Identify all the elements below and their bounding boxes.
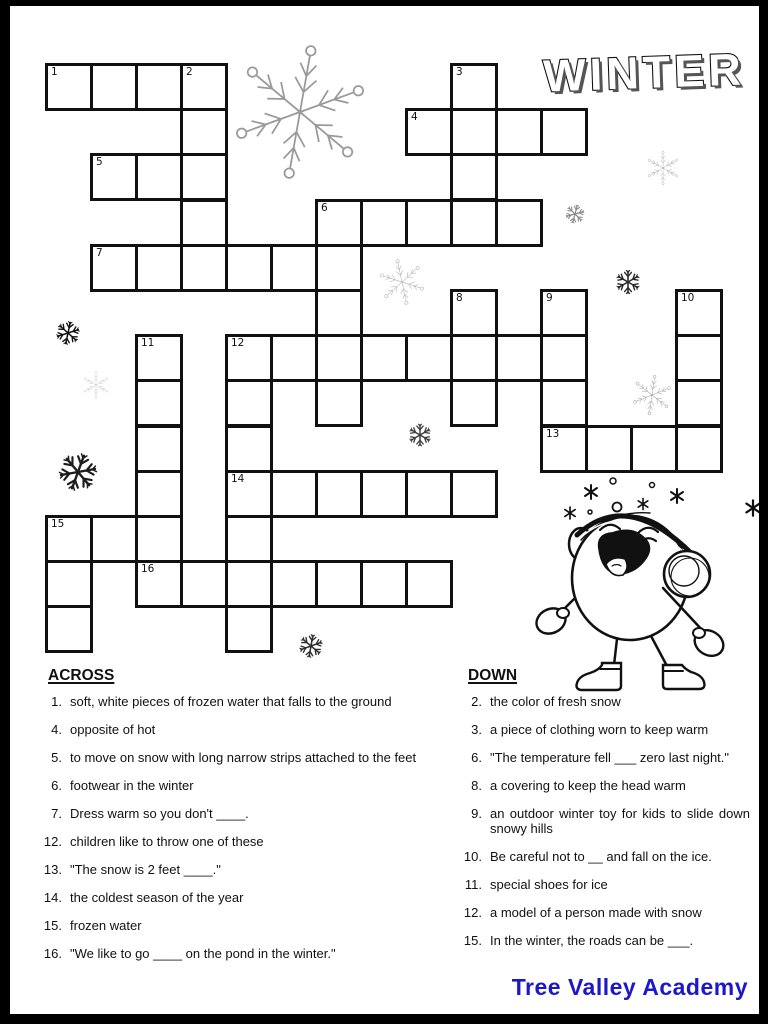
grid-cell	[675, 334, 723, 382]
grid-cell	[135, 334, 183, 382]
cell-number: 13	[546, 427, 560, 440]
across-list	[36, 695, 440, 962]
grid-cell	[450, 334, 498, 382]
grid-cell	[225, 470, 273, 518]
clue-number: 15.	[43, 918, 62, 933]
clue-number: 16.	[43, 946, 62, 961]
clue-item	[36, 863, 440, 878]
grid-cell	[270, 560, 318, 608]
clue-number: 3.	[471, 722, 482, 737]
grid-cell	[450, 199, 498, 247]
grid-cell	[540, 334, 588, 382]
clue-text: Be careful not to __ and fall on the ice.	[490, 848, 712, 864]
grid-cell	[135, 470, 183, 518]
grid-cell	[180, 153, 228, 201]
clue-item	[456, 906, 750, 921]
cell-number: 7	[96, 246, 103, 259]
across-clues-section	[36, 668, 440, 975]
clue-text: "The snow is 2 feet ____."	[70, 862, 221, 877]
grid-cell	[225, 425, 273, 473]
cell-number: 5	[96, 156, 103, 169]
grid-cell	[225, 605, 273, 653]
grid-cell	[315, 334, 363, 382]
grid-cell	[405, 199, 453, 247]
clue-text: "The temperature fell ___ zero last night."	[490, 750, 730, 765]
clue-text: special shoes for ice	[490, 876, 608, 892]
clue-text: to move on snow with long narrow strips attached to the feet	[70, 750, 417, 765]
clue-text: frozen water	[70, 918, 142, 933]
clue-number: 15.	[463, 932, 482, 948]
down-heading: DOWN	[468, 667, 518, 684]
grid-cell	[675, 379, 723, 427]
grid-cell	[90, 244, 138, 292]
grid-cell	[270, 334, 318, 382]
clue-number: 2.	[471, 694, 482, 709]
grid-cell	[540, 425, 588, 473]
grid-cell	[180, 244, 228, 292]
grid-cell	[360, 199, 408, 247]
grid-cell	[135, 425, 183, 473]
down-list	[456, 695, 750, 948]
grid-cell	[675, 289, 723, 337]
clue-number: 12.	[43, 834, 62, 849]
clue-number: 6.	[471, 750, 482, 765]
clue-item	[456, 695, 750, 710]
clue-text: a model of a person made with snow	[490, 904, 702, 920]
grid-cell	[90, 63, 138, 111]
clue-number: 10.	[463, 848, 482, 864]
clue-item	[456, 934, 750, 949]
grid-cell	[540, 379, 588, 427]
grid-cell	[675, 425, 723, 473]
grid-cell	[315, 244, 363, 292]
clue-item	[36, 695, 440, 710]
clue-number: 8.	[471, 778, 482, 793]
grid-cell	[180, 199, 228, 247]
cell-number: 12	[231, 337, 245, 350]
grid-cell	[315, 560, 363, 608]
grid-cell	[270, 244, 318, 292]
grid-cell	[315, 379, 363, 427]
cell-number: 1	[51, 66, 58, 78]
clue-number: 13.	[43, 862, 62, 877]
clue-text: a covering to keep the head warm	[490, 778, 686, 793]
puzzle-title: WINTER	[542, 43, 746, 102]
clue-text: children like to throw one of these	[70, 834, 264, 849]
grid-cell	[450, 108, 498, 156]
clue-item	[36, 807, 440, 822]
clue-number: 1.	[51, 694, 62, 709]
grid-cell	[225, 560, 273, 608]
grid-cell	[135, 515, 183, 563]
clue-text: footwear in the winter	[70, 778, 194, 793]
clue-item	[36, 751, 440, 766]
grid-cell	[45, 63, 93, 111]
cell-number: 3	[456, 66, 463, 78]
grid-cell	[45, 515, 93, 563]
grid-cell	[135, 379, 183, 427]
grid-cell	[180, 63, 228, 111]
clue-text: opposite of hot	[70, 722, 156, 737]
cell-number: 15	[51, 518, 65, 530]
clue-text: soft, white pieces of frozen water that falls to the ground	[70, 694, 392, 709]
clue-text: the color of fresh snow	[490, 694, 621, 709]
grid-cell	[180, 108, 228, 156]
clue-number: 4.	[51, 722, 62, 737]
clue-text: a piece of clothing worn to keep warm	[490, 722, 709, 737]
grid-cell	[135, 560, 183, 608]
grid-cell	[450, 470, 498, 518]
cell-number: 9	[546, 292, 553, 304]
clue-number: 6.	[51, 778, 62, 793]
clue-text: an outdoor winter toy for kids to slide down snowy hills	[490, 806, 750, 836]
clue-item	[36, 835, 440, 850]
clue-text: Dress warm so you don't ____.	[70, 806, 249, 821]
cell-number: 2	[186, 66, 193, 78]
clue-item	[456, 751, 750, 766]
grid-cell	[90, 153, 138, 201]
clue-number: 5.	[51, 750, 62, 765]
clue-item	[36, 723, 440, 738]
grid-cell	[360, 470, 408, 518]
grid-cell	[450, 153, 498, 201]
cell-number: 10	[681, 292, 695, 304]
cell-number: 16	[141, 563, 155, 576]
grid-cell	[495, 199, 543, 247]
down-clues-section	[456, 668, 750, 962]
grid-cell	[540, 289, 588, 337]
grid-cell	[315, 470, 363, 518]
grid-cell	[315, 199, 363, 247]
grid-cell	[90, 515, 138, 563]
grid-cell	[450, 379, 498, 427]
grid-cell	[495, 334, 543, 382]
grid-cell	[360, 334, 408, 382]
grid-cell	[135, 153, 183, 201]
clue-number: 9.	[471, 806, 482, 821]
grid-cell	[270, 470, 318, 518]
clue-item	[456, 807, 750, 836]
cell-number: 14	[231, 472, 245, 485]
grid-cell	[540, 108, 588, 156]
cell-number: 6	[321, 201, 328, 214]
clue-number: 11.	[464, 876, 482, 892]
clue-item	[36, 919, 440, 934]
grid-cell	[225, 334, 273, 382]
site-logo: Tree Valley Academy	[511, 974, 748, 1000]
grid-cell	[135, 244, 183, 292]
clue-item	[36, 891, 440, 906]
grid-cell	[315, 289, 363, 337]
grid-cell	[45, 605, 93, 653]
clue-text: the coldest season of the year	[70, 890, 244, 905]
clue-item	[36, 779, 440, 794]
clue-item	[456, 878, 750, 893]
across-heading: ACROSS	[48, 667, 115, 684]
clue-number: 14.	[43, 890, 62, 905]
grid-cell	[225, 515, 273, 563]
clue-item	[456, 850, 750, 865]
grid-cell	[225, 379, 273, 427]
cell-number: 8	[456, 292, 463, 304]
grid-cell	[360, 560, 408, 608]
grid-cell	[405, 560, 453, 608]
grid-cell	[450, 289, 498, 337]
grid-cell	[180, 560, 228, 608]
clue-number: 12.	[463, 904, 482, 920]
grid-cell	[405, 334, 453, 382]
grid-cell	[585, 425, 633, 473]
grid-cell	[405, 108, 453, 156]
clue-text: "We like to go ____ on the pond in the winter."	[70, 946, 336, 961]
grid-cell	[405, 470, 453, 518]
grid-cell	[630, 425, 678, 473]
grid-cell	[45, 560, 93, 608]
cell-number: 11	[141, 337, 155, 350]
clue-item	[36, 947, 440, 962]
clue-item	[456, 779, 750, 794]
cell-number: 4	[411, 111, 418, 124]
grid-cell	[135, 63, 183, 111]
clue-text: In the winter, the roads can be ___.	[490, 932, 694, 948]
clue-number: 7.	[51, 806, 62, 821]
clue-item	[456, 723, 750, 738]
grid-cell	[495, 108, 543, 156]
grid-cell	[450, 63, 498, 111]
grid-cell	[225, 244, 273, 292]
